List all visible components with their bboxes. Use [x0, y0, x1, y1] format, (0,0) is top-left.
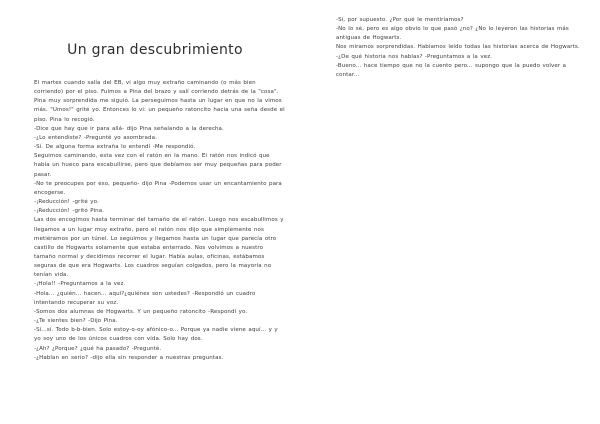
paragraph: -No lo sé, pero es algo obvio lo que pasó ¿no? ¿No lo leyeron las historias más antiguas de Hogwarts.	[336, 26, 569, 42]
paragraph: Nos miramos sorprendidas. Habíamos leído todas las historias acerca de Hogwarts.	[336, 44, 580, 51]
story-title: Un gran descubrimiento	[67, 42, 243, 58]
paragraph: -Bueno... hace tiempo que no la cuento pero... supongo que la puedo volver a contar...	[336, 62, 567, 78]
paragraph: -¿Lo entendiste? -Pregunté yo asombrada.	[34, 134, 157, 141]
paragraph: -¿Te sientes bien? -Dijo Pina.	[34, 318, 118, 325]
paragraph: -¿Ah? ¿Porque? ¿qué ha pasado? -Pregunté.	[34, 345, 162, 352]
paragraph: -Hola... ¿quién... hacen... aquí?¿quiénes son ustedes? -Respondió un cuadro intentando recuperar su voz.	[34, 290, 256, 306]
paragraph: -¿De qué historia nos hablas? -Preguntamos a la vez.	[336, 53, 493, 60]
paragraph: -Sí, por supuesto. ¿Por qué le mentiríamos?	[336, 17, 464, 23]
paragraph: -¡Hola!! -Preguntamos a la vez.	[34, 281, 126, 288]
left-page-body	[34, 79, 286, 363]
right-page-body	[336, 16, 586, 80]
paragraph: -Somos dos alumnas de Hogwarts. Y un pequeño ratoncito -Respondí yo.	[34, 308, 248, 315]
paragraph: -Sí...sí. Todo b-b-bien. Solo estoy-o-oy afónico-o... Porque ya nadie viene aquí... y y yo soy uno de los únicos cuadros con vida. Solo hay dos.	[34, 327, 278, 343]
right-page	[300, 0, 600, 424]
paragraph: El martes cuando salía del EB, vi algo muy extraño caminando (o más bien corriendo) por el piso. Fuimos a Pina del brazo y salí corriendo detrás de la "cosa". Pina muy sorprendida me siguió. La perseguimos hasta un lugar en que no la vimos más. "Umos!" grité yo. Entonces lo vi: un pequeño ratoncito hacia una seña desde el piso. Pina lo recogió.	[34, 80, 285, 123]
paragraph: Seguimos caminando, esta vez con el ratón en la mano. El ratón nos indicó que había un hueco para escabullirse, pero que debíamos ser muy pequeñas para poder pasar.	[34, 153, 282, 178]
paragraph: -No te preocupes por eso, pequeño- dijo Pina -Podemos usar un encantamiento para encogerse.	[34, 180, 282, 196]
paragraph: -¡Reducción! -grité yo.	[34, 199, 99, 206]
paragraph: -¡Reducción! -gritó Pina.	[34, 208, 105, 215]
paragraph: Las dos encogimos hasta terminar del tamaño de el ratón. Luego nos escabullimos y llegamos a un lugar muy extraño, pero el ratón nos dijo que simplemente nos metiéramos por un túnel. Lo seguimos y llegamos hasta un lugar que parecía otro castillo de Hogwarts solamente que estaba enterrado. Nos volvimos a nuestro tamaño normal y decidimos recorrer el lugar. Había aulas, oficinas, estábamos seguras de que era Hogwarts. Los cuadros seguían colgados, pero la mayoría no tenían vida.	[34, 217, 284, 279]
paragraph: -Dice que hay que ir para allá- dijo Pina señalando a la derecha.	[34, 125, 224, 132]
paragraph: -Sí. De alguna forma extraña lo entendí -Me respondió.	[34, 144, 196, 151]
paragraph: -¿Hablan en serio? -dijo ella sin responder a nuestras preguntas.	[34, 354, 224, 361]
